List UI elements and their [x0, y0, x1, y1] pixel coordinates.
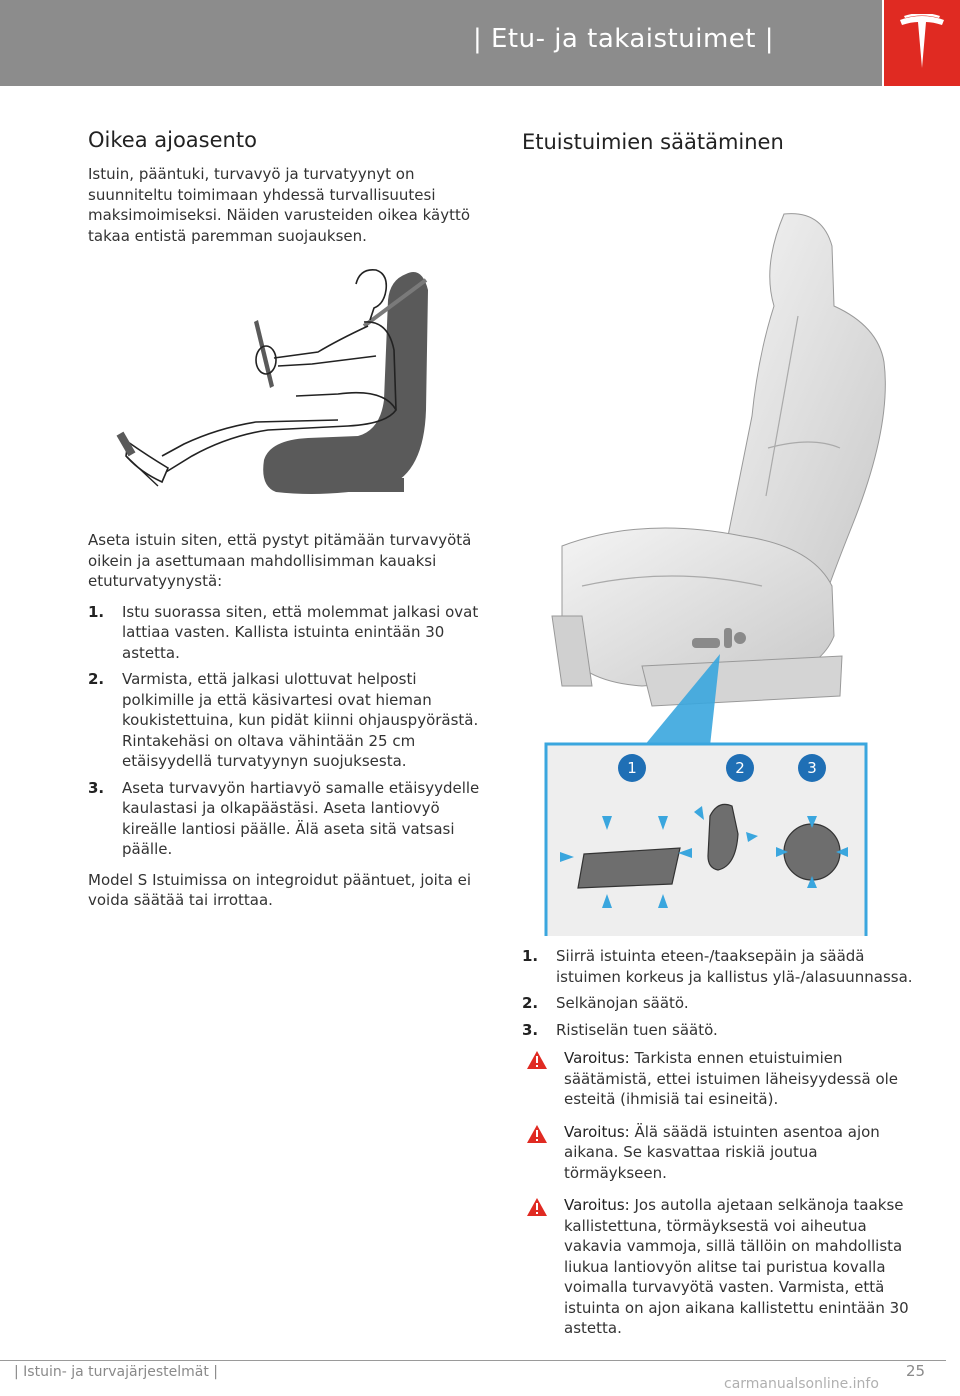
warnings [522, 1048, 922, 1339]
footer-section-name: | Istuin- ja turvajärjestelmät | [14, 1364, 219, 1380]
callout-1: 1 [618, 754, 646, 782]
list-item: 1. Istu suorassa siten, että molemmat jalkasi ovat lattiaa vasten. Kallista istuinta enintään 30 astetta. [88, 602, 479, 662]
logo-box [884, 0, 960, 86]
list-item: 2. Varmista, että jalkasi ulottuvat helposti polkimille ja että käsivartesi ovat hieman koukistettuina, kun pidät kiinni ohjauspyörästä. Rintakehäsi on oltava vähintään 25 cm etäisyydellä turvatyynyn suojuksesta. [88, 670, 479, 770]
section-heading-front-seat-adjustment: Etuistuimien säätäminen [522, 130, 784, 154]
right-column [522, 128, 922, 1351]
warning-triangle-icon [526, 1124, 548, 1144]
page-section-title: | Etu- ja takaistuimet | [472, 24, 774, 54]
front-seat-figure [522, 166, 922, 936]
page-number: 25 [906, 1362, 926, 1380]
list-item: 3. Aseta turvavyön hartiavyö samalle etäisyydelle kaulastasi ja olkapäästäsi. Aseta lantiovyö kireälle lantiosi päälle. Älä aseta sitä vatsasi päälle. [88, 778, 480, 858]
callout-2: 2 [726, 754, 754, 782]
header-bar [0, 0, 882, 86]
footer-divider [0, 1360, 946, 1361]
seated-driver-figure [88, 260, 480, 510]
seat-adjustment-illustration [522, 166, 922, 936]
list-item: 1. Siirrä istuinta eteen-/taaksepäin ja säädä istuimen korkeus ja kallistus ylä-/alasuunnassa. [522, 947, 913, 986]
callout-3: 3 [798, 754, 826, 782]
right-steps-list [522, 946, 922, 1040]
warning-triangle-icon [526, 1050, 548, 1070]
left-column [88, 128, 480, 911]
warning-note: Varoitus: Jos autolla ajetaan selkänoja taakse kallistettuna, törmäyksestä voi aiheutua vakavia vammoja, sillä tällöin on mahdollista liukua lantiovyön alitse tai puristua kovalla voimalla turvavyötä vasten. Varmista, että istuinta on ajon aikana kallistettu enintään 30 astetta. [522, 1195, 922, 1339]
warning-note: Varoitus: Älä säädä istuinten asentoa ajon aikana. Se kasvattaa riskiä joutua törmäykseen. [522, 1122, 922, 1184]
driving-position-illustration [88, 260, 480, 510]
headrest-note: Model S Istuimissa on integroidut pääntuet, joita ei voida säätää tai irrottaa. [88, 870, 472, 909]
adjust-seat-paragraph: Aseta istuin siten, että pystyt pitämään turvavyötä oikein ja asettumaan mahdollisimman kauaksi etuturvatyynystä: [88, 531, 472, 590]
list-item: 2. Selkänojan säätö. [522, 994, 689, 1012]
list-item: 3. Ristiselän tuen säätö. [522, 1020, 718, 1039]
watermark: carmanualsonline.info [724, 1376, 879, 1392]
left-steps-list [88, 602, 480, 860]
tesla-logo-icon [898, 14, 946, 70]
section-heading-driving-position: Oikea ajoasento [88, 128, 257, 152]
warning-note: Varoitus: Tarkista ennen etuistuimien säätämistä, ettei istuimen läheisyydessä ole esteitä (ihmisiä tai esineitä). [522, 1048, 922, 1110]
intro-paragraph: Istuin, pääntuki, turvavyö ja turvatyynyt on suunniteltu toimimaan yhdessä turvallisuutesi maksimoimiseksi. Näiden varusteiden oikea käyttö takaa entistä paremman suojauksen. [88, 165, 471, 245]
warning-triangle-icon [526, 1197, 548, 1217]
